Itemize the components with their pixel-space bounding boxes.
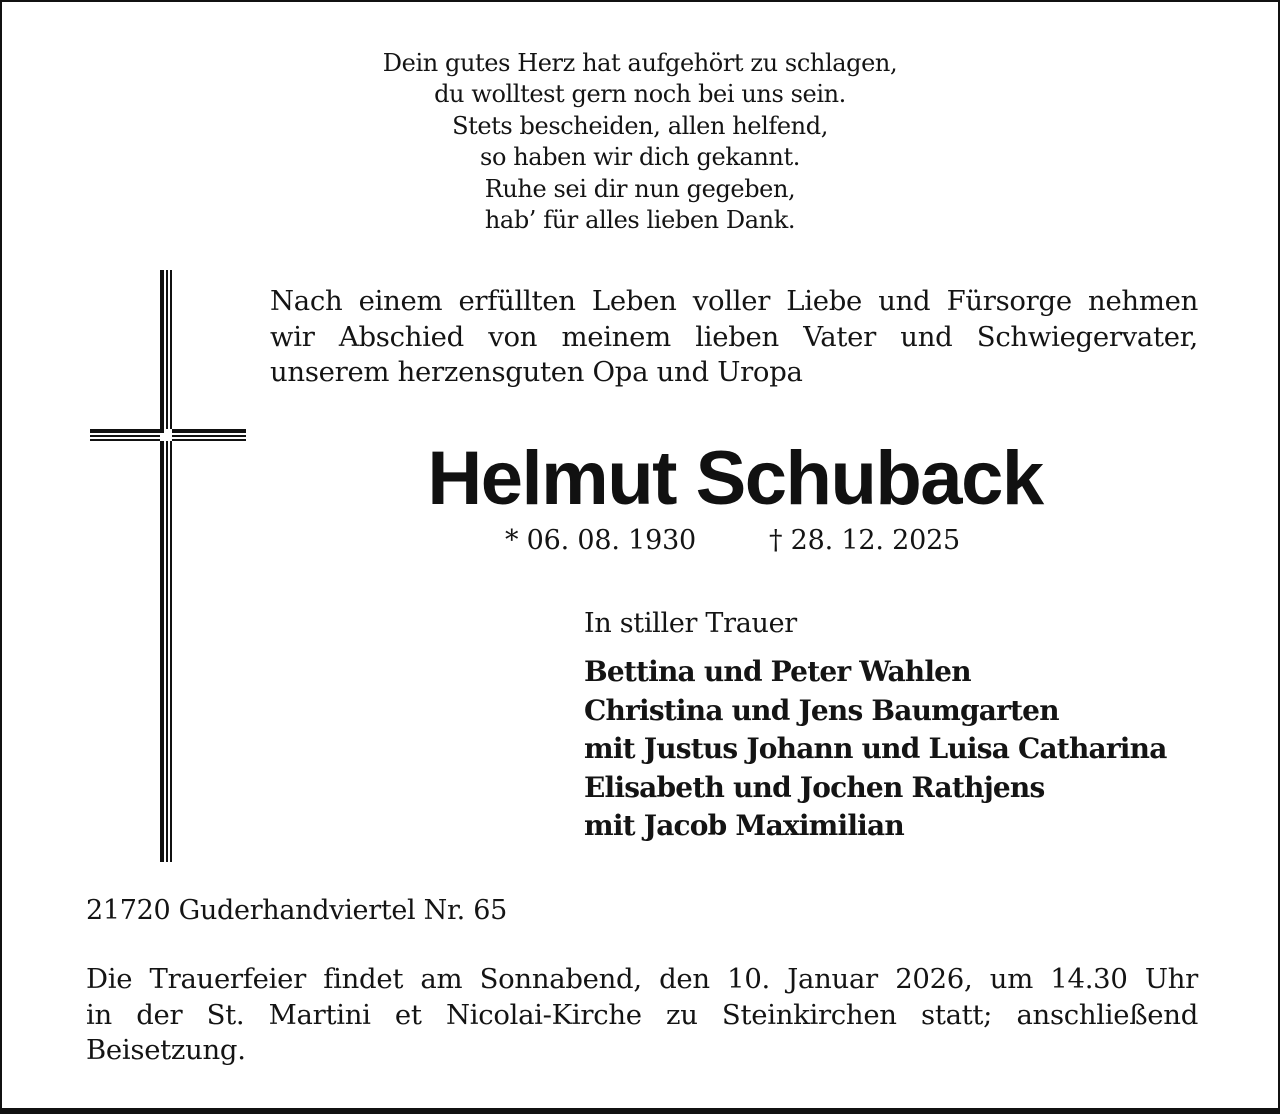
mourning-heading: In stiller Trauer — [584, 608, 797, 639]
birth-date: * 06. 08. 1930 — [505, 525, 697, 556]
address: 21720 Guderhandviertel Nr. 65 — [86, 895, 507, 926]
mourner-line: mit Justus Johann und Luisa Catharina — [584, 732, 1167, 765]
poem — [2, 48, 1278, 236]
intro-line: unserem herzensguten Opa und Uropa — [270, 356, 803, 388]
mourner-line: Elisabeth und Jochen Rathjens — [584, 770, 1045, 804]
funeral-info — [86, 962, 1198, 1069]
poem-line: Dein gutes Herz hat aufgehört zu schlagen, — [382, 49, 898, 77]
poem-line: du wolltest gern noch bei uns sein. — [434, 80, 846, 109]
mourner-line: Christina und Jens Baumgarten — [584, 693, 1059, 727]
intro-text — [270, 284, 1198, 391]
mourner-line: mit Jacob Maximilian — [584, 809, 904, 842]
poem-line: Ruhe sei dir nun gegeben, — [484, 174, 796, 203]
intro-line: Nach einem erfüllten Leben voller Liebe und Fürsorge nehmen — [270, 285, 1198, 317]
poem-line: Stets bescheiden, allen helfend, — [452, 111, 828, 140]
cross-icon-vertical-beam — [160, 270, 172, 862]
poem-line: so haben wir dich gekannt. — [480, 143, 800, 172]
funeral-line: in der St. Martini et Nicolai-Kirche zu Steinkirchen statt; anschließend — [86, 998, 1198, 1031]
mourner-line: Bettina und Peter Wahlen — [584, 655, 971, 688]
funeral-line: Beisetzung. — [86, 1034, 246, 1066]
deceased-name: Helmut Schuback — [427, 436, 1043, 521]
death-date: † 28. 12. 2025 — [769, 525, 961, 556]
funeral-line: Die Trauerfeier findet am Sonnabend, den 10. Januar 2026, um 14.30 Uhr — [86, 963, 1198, 995]
intro-line: wir Abschied von meinem lieben Vater und Schwiegervater, — [270, 320, 1198, 353]
mourners-list — [584, 653, 1167, 846]
poem-line: hab’ für alles lieben Dank. — [484, 206, 796, 235]
